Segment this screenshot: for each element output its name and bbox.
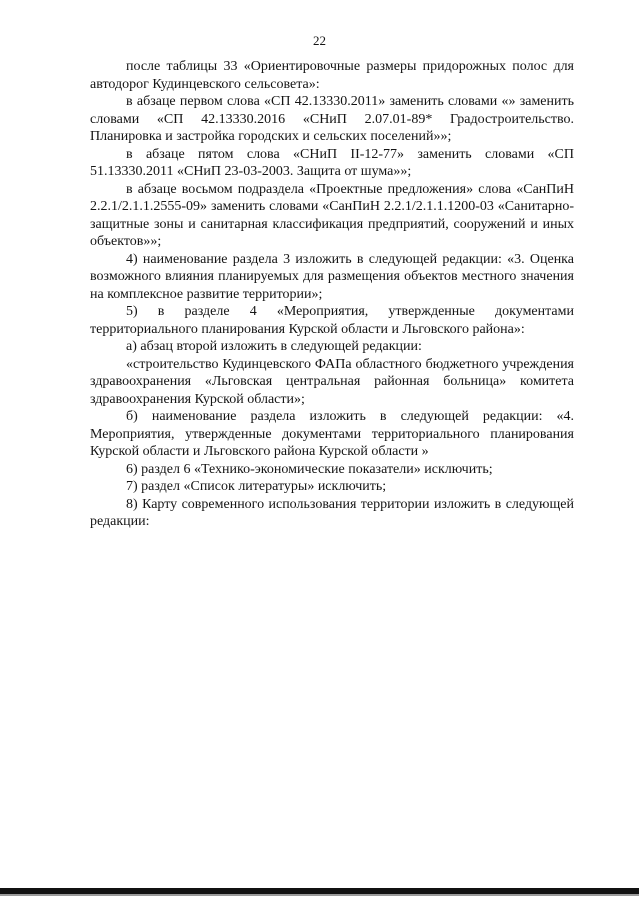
- paragraph-item-5a: а) абзац второй изложить в следующей редакции:: [126, 339, 422, 354]
- paragraph-item-5a-text: «строительство Кудинцевского ФАПа областного бюджетного учреждения здравоохранения «Льговская центральная районная больница» комитета здравоохранения Курской области»;: [90, 356, 574, 407]
- paragraph-item-6: 6) раздел 6 «Технико-экономические показатели» исключить;: [126, 461, 493, 477]
- paragraph-item-5b: б) наименование раздела изложить в следующей редакции: «4. Мероприятия, утвержденные документами территориального планирования Курской области и Льговского района Курской области »: [90, 409, 574, 459]
- paragraph-abzac-fifth: в абзаце пятом слова «СНиП II-12-77» заменить словами «СП 51.13330.2011 «СНиП 23-03-2003. Защита от шума»»;: [90, 146, 574, 179]
- paragraph-item-4: 4) наименование раздела 3 изложить в следующей редакции: «3. Оценка возможного влияния планируемых для размещения объектов местного значения на комплексное развитие территории»;: [90, 251, 574, 302]
- document-body: [90, 58, 574, 531]
- paragraph-abzac-eighth: в абзаце восьмом подраздела «Проектные предложения» слова «СанПиН 2.2.1/2.1.1.2555-09» заменить словами «СанПиН 2.2.1/2.1.1.1200-03 «Санитарно-защитные зоны и санитарная классификация предприятий, сооружений и иных объектов»»;: [90, 181, 574, 249]
- scan-bottom-shadow: [0, 894, 639, 896]
- paragraph-item-7: 7) раздел «Список литературы» исключить;: [126, 479, 387, 494]
- paragraph-item-8: 8) Карту современного использования территории изложить в следующей редакции:: [90, 496, 574, 529]
- page-number: 22: [313, 33, 326, 48]
- paragraph-item-5: 5) в разделе 4 «Мероприятия, утвержденные документами территориального планирования Курской области и Льговского района»:: [90, 304, 574, 337]
- paragraph-table-33: после таблицы 33 «Ориентировочные размеры придорожных полос для автодорог Кудинцевского сельсовета»:: [90, 59, 574, 92]
- paragraph-abzac-first: в абзаце первом слова «СП 42.13330.2011» заменить словами «» заменить словами «СП 42.13330.2016 «СНиП 2.07.01-89* Градостроительство. Планировка и застройка городских и сельских поселений»»;: [90, 94, 574, 144]
